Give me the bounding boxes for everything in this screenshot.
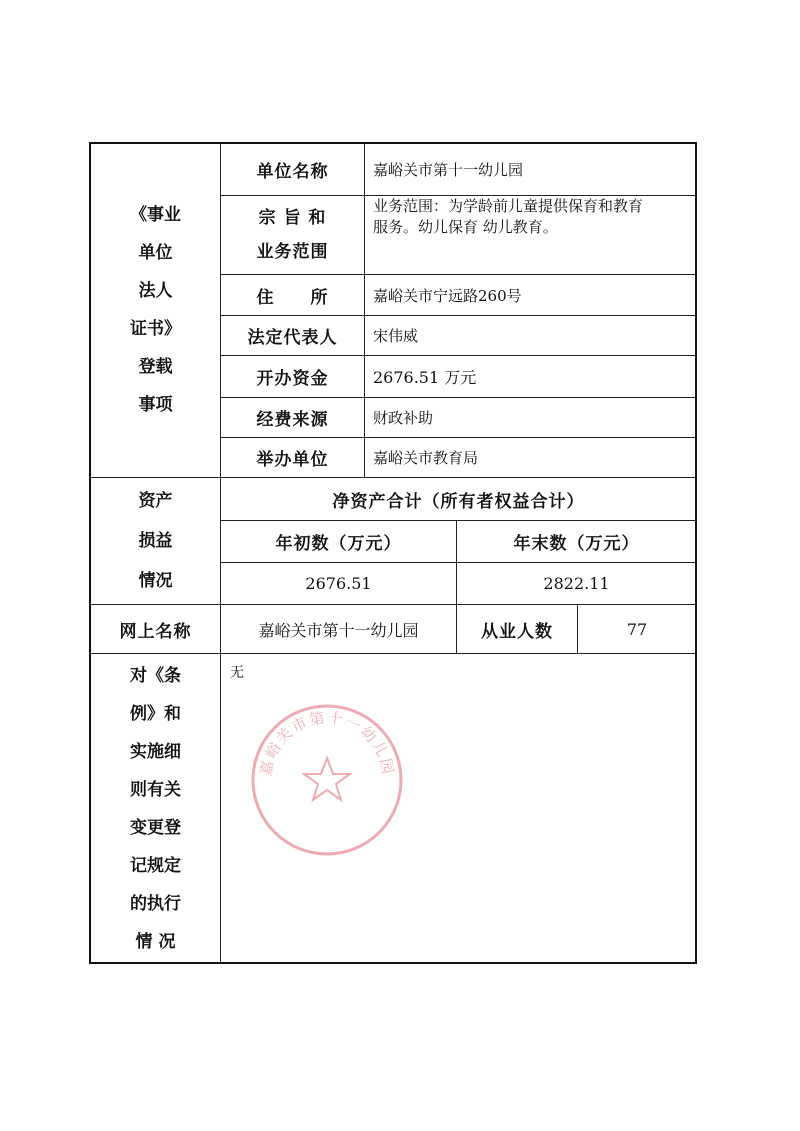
unit-name-value: 嘉峪关市第十一幼儿园 [373,160,524,179]
certificate-section-label: 《事业 单位 法人 证书》 登载 事项 [130,205,181,415]
seal-text: 嘉峪关市第十一幼儿园 [256,708,398,778]
address-value: 嘉峪关市宁远路260号 [373,286,522,305]
sponsor-unit-value: 嘉峪关市教育局 [373,449,479,467]
purpose-scope-value: 业务范围：为学龄前儿童提供保育和教育 服务。幼儿保育 幼儿教育。 [373,197,644,236]
address-label: 住 所 [256,287,329,308]
funding-source-label: 经费来源 [256,410,329,430]
end-year-value: 2822.11 [543,574,610,593]
funding-source-value: 财政补助 [373,409,434,427]
net-assets-heading: 净资产合计（所有者权益合计） [332,491,585,512]
legal-representative-label: 法定代表人 [247,328,338,348]
purpose-scope-label: 宗 旨 和 业务范围 [256,208,329,262]
legal-representative-value: 宋伟威 [373,327,419,345]
begin-year-header: 年初数（万元） [275,534,402,554]
end-year-header: 年末数（万元） [513,534,640,554]
compliance-section-label: 对《条 例》和 实施细 则有关 变更登 记规定 的执行 情 况 [130,665,181,952]
staff-count-label: 从业人数 [481,621,553,642]
begin-year-value: 2676.51 [305,574,372,593]
online-name-label: 网上名称 [119,621,192,642]
sponsor-unit-label: 举办单位 [256,450,329,470]
assets-section-label: 资产 损益 情况 [138,491,173,591]
start-capital-value: 2676.51 万元 [373,368,477,387]
staff-count-value: 77 [626,619,648,639]
unit-name-label: 单位名称 [256,161,329,182]
online-name-value: 嘉峪关市第十一幼儿园 [258,620,419,640]
start-capital-label: 开办资金 [256,369,329,389]
compliance-content: 无 [230,665,244,681]
